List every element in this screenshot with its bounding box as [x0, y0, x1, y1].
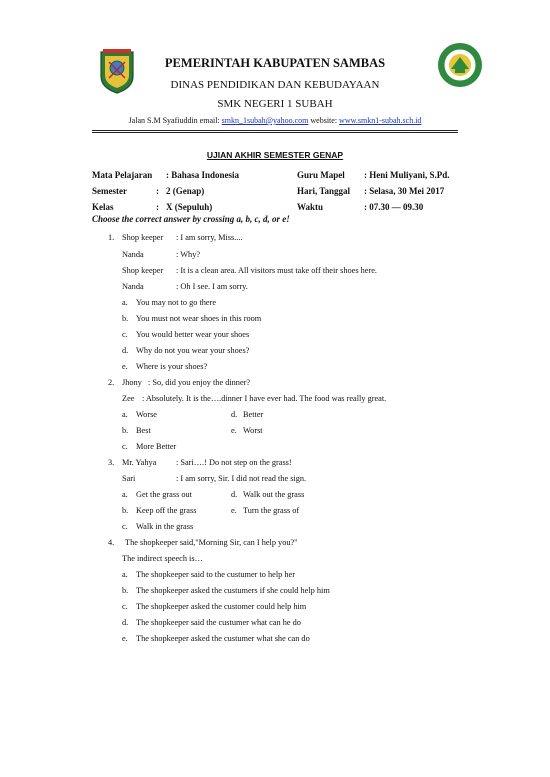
- dialogue-line: : It is a clean area. All visitors must take off their shoes here.: [176, 266, 377, 275]
- info-value-time: : 07.30 — 09.30: [364, 202, 424, 212]
- info-value-class: X (Sepuluh): [166, 202, 213, 212]
- header-line-2: DINAS PENDIDIKAN DAN KEBUDAYAAN: [170, 79, 380, 91]
- question-number: 2.: [108, 378, 115, 387]
- instruction: Choose the correct answer by crossing a, b, c, d, or e!: [92, 214, 290, 224]
- dialogue-line: : I am sorry, Sir. I did not read the sign.: [176, 474, 307, 483]
- option-letter[interactable]: e.: [122, 362, 128, 371]
- question-number: 1.: [108, 233, 115, 242]
- option-text[interactable]: Get the grass out: [136, 490, 192, 499]
- dialogue-speaker: Sari: [122, 474, 136, 483]
- dialogue-line: : Oh I see. I am sorry.: [176, 282, 248, 291]
- option-letter[interactable]: d.: [231, 410, 238, 419]
- info-label-semester: Semester: [92, 186, 127, 196]
- info-value-date: : Selasa, 30 Mei 2017: [364, 186, 445, 196]
- info-label-subject: Mata Pelajaran: [92, 170, 153, 180]
- option-text[interactable]: Keep off the grass: [136, 506, 197, 515]
- info-value-semester: 2 (Genap): [166, 186, 205, 196]
- option-letter[interactable]: e.: [231, 506, 237, 515]
- option-text[interactable]: Walk in the grass: [136, 522, 194, 531]
- question-sub: The indirect speech is…: [122, 554, 203, 563]
- option-letter[interactable]: e.: [122, 634, 128, 643]
- option-text[interactable]: You would better wear your shoes: [136, 330, 250, 339]
- option-text[interactable]: More Better: [136, 442, 177, 451]
- dialogue-speaker: Mr. Yahya: [122, 458, 157, 467]
- info-value-teacher: : Heni Muliyani, S.Pd.: [364, 170, 450, 180]
- option-letter[interactable]: a.: [122, 570, 128, 579]
- school-address: [0, 116, 550, 125]
- option-text[interactable]: Where is your shoes?: [136, 362, 208, 371]
- dialogue-line: : So, did you enjoy the dinner?: [148, 378, 251, 387]
- option-letter[interactable]: c.: [122, 522, 128, 531]
- option-text[interactable]: Worse: [136, 410, 157, 419]
- info-label-time: Waktu: [297, 202, 324, 212]
- option-text[interactable]: The shopkeeper asked the custumers if she could help him: [136, 586, 330, 595]
- header-divider-top: [92, 130, 458, 131]
- info-label-date: Hari, Tanggal: [297, 186, 351, 196]
- option-text[interactable]: The shopkeeper said to the custumer to help her: [136, 570, 295, 579]
- option-letter[interactable]: b.: [122, 506, 129, 515]
- dialogue-speaker: Jhony: [122, 378, 142, 387]
- option-letter[interactable]: b.: [122, 586, 129, 595]
- option-letter[interactable]: d.: [122, 346, 129, 355]
- option-letter[interactable]: e.: [231, 426, 237, 435]
- info-label-class: Kelas: [92, 202, 114, 212]
- option-text[interactable]: Why do not you wear your shoes?: [136, 346, 250, 355]
- option-letter[interactable]: c.: [122, 602, 128, 611]
- dialogue-speaker: Shop keeper: [122, 266, 164, 275]
- dialogue-line: : I am sorry, Miss....: [176, 233, 243, 242]
- question-number: 4.: [108, 538, 115, 547]
- website-link[interactable]: www.smkn1-subah.sch.id: [339, 116, 422, 125]
- option-letter[interactable]: d.: [231, 490, 238, 499]
- header-line-1: PEMERINTAH KABUPATEN SAMBAS: [164, 56, 386, 70]
- option-letter[interactable]: a.: [122, 490, 128, 499]
- dialogue-speaker: Nanda: [122, 282, 144, 291]
- option-letter[interactable]: b.: [122, 426, 129, 435]
- option-text[interactable]: Best: [136, 426, 151, 435]
- email-link[interactable]: smkn_1subah@yahoo.com: [221, 116, 309, 125]
- option-letter[interactable]: d.: [122, 618, 129, 627]
- option-letter[interactable]: a.: [122, 298, 128, 307]
- option-text[interactable]: The shopkeeper asked the custumer what she can do: [136, 634, 310, 643]
- dialogue-line: : Sari….! Do not step on the grass!: [176, 458, 292, 467]
- option-text[interactable]: You may not to go there: [136, 298, 217, 307]
- question-stem: The shopkeeper said,"Morning Sir, can I help you?": [125, 538, 298, 547]
- question-number: 3.: [108, 458, 115, 467]
- dialogue-line: : Why?: [176, 250, 201, 259]
- option-text[interactable]: You must not wear shoes in this room: [136, 314, 262, 323]
- dialogue-line: : Absolutely. It is the….dinner I have ever had. The food was really great.: [142, 394, 387, 403]
- dialogue-speaker: Nanda: [122, 250, 144, 259]
- header-line-3: SMK NEGERI 1 SUBAH: [217, 98, 333, 110]
- option-text[interactable]: Better: [243, 410, 264, 419]
- info-value-subject: : Bahasa Indonesia: [166, 170, 240, 180]
- info-label-teacher: Guru Mapel: [297, 170, 345, 180]
- dialogue-speaker: Shop keeper: [122, 233, 164, 242]
- info-colon-class: :: [156, 202, 159, 212]
- exam-title: UJIAN AKHIR SEMESTER GENAP: [206, 150, 344, 160]
- option-text[interactable]: Turn the grass of: [243, 506, 300, 515]
- option-text[interactable]: Worst: [243, 426, 263, 435]
- header-divider-bottom: [92, 132, 458, 133]
- option-text[interactable]: The shopkeeper said the custumer what can he do: [136, 618, 301, 627]
- option-letter[interactable]: c.: [122, 330, 128, 339]
- option-text[interactable]: The shopkeeper asked the customer could help him: [136, 602, 307, 611]
- option-letter[interactable]: b.: [122, 314, 129, 323]
- option-letter[interactable]: a.: [122, 410, 128, 419]
- dialogue-speaker: Zee: [122, 394, 135, 403]
- option-letter[interactable]: c.: [122, 442, 128, 451]
- info-colon-semester: :: [156, 186, 159, 196]
- option-text[interactable]: Walk out the grass: [243, 490, 305, 499]
- website-prefix: website:: [308, 116, 340, 125]
- address-prefix: Jalan S.M Syafiuddin email:: [128, 116, 222, 125]
